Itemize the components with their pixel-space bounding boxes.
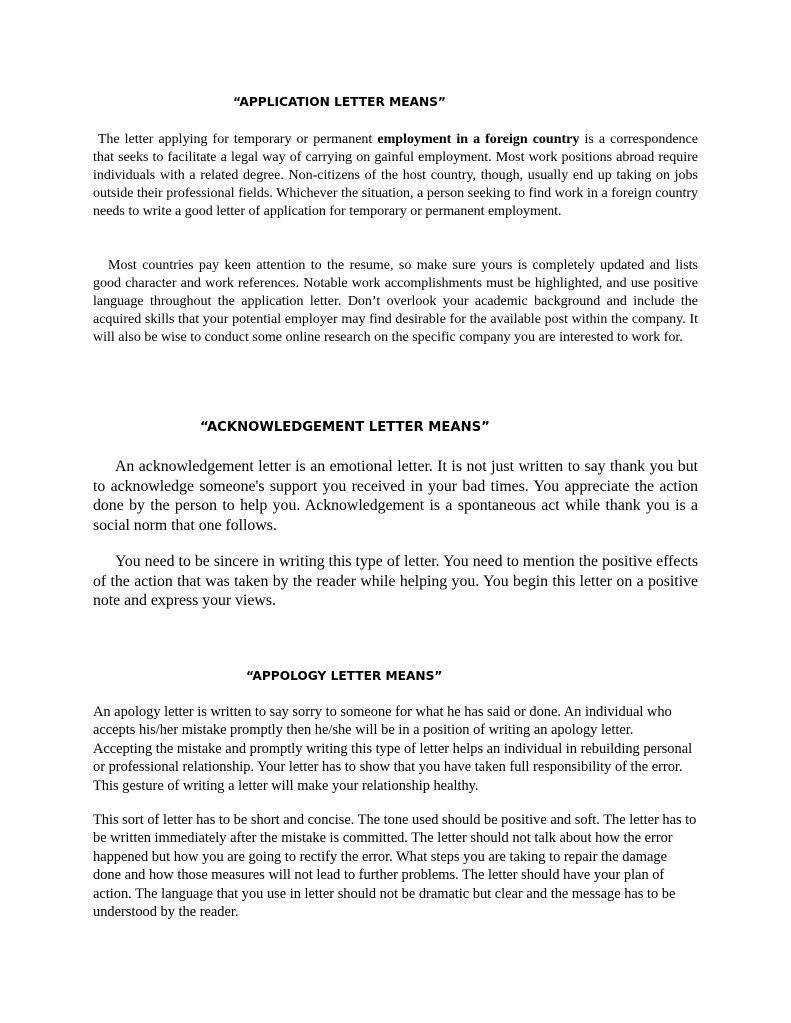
acknowledgement-letter-paragraph-2: You need to be sincere in writing this type of letter. You need to mention the positive effects of the action that was taken by the reader while helping you. You begin this letter on a positive note and express your views. bbox=[93, 553, 698, 609]
application-paragraph-1-rest: is a correspondence that seeks to facilitate a legal way of carrying on gainful employment. Most work positions abroad require individuals with a related degree. Non-citizens of the host country, though, usually end up taking on jobs outside their professional fields. Whichever the situation, a person seeking to find work in a foreign country needs to write a good letter of application for temporary or permanent employment. bbox=[93, 132, 698, 220]
acknowledgement-letter-paragraph-1: An acknowledgement letter is an emotional letter. It is not just written to say thank you but to acknowledge someone's support you received in your bad times. You appreciate the action done by the person to help you. Acknowledgement is a spontaneous act while thank you is a social norm that one follows. bbox=[93, 458, 698, 534]
apology-letter-paragraph-2: This sort of letter has to be short and concise. The tone used should be positive and soft. The letter has to be written immediately after the mistake is committed. The letter should not talk about how the error happened but how you are going to rectify the error. What steps you are taking to repair the damage done and how those measures will not lead to further problems. The letter should have your plan of action. The language that you use in letter should not be dramatic but clear and the message has to be understood by the reader. bbox=[93, 812, 697, 921]
application-paragraph-1-lead: The letter applying for temporary or permanent bbox=[93, 132, 378, 147]
application-paragraph-1-emphasis: employment in a foreign country bbox=[377, 132, 580, 147]
apology-letter-heading: “APPOLOGY LETTER MEANS” bbox=[246, 669, 443, 683]
apology-letter-paragraph-1: An apology letter is written to say sorry to someone for what he has said or done. An individual who accepts his/her mistake promptly then he/she will be in a position of writing an apology letter. Accepting the mistake and promptly writing this type of letter helps an individual in rebuilding personal or professional relationship. Your letter has to show that you have taken full responsibility of the error. This gesture of writing a letter will make your relationship healthy. bbox=[93, 704, 693, 794]
application-letter-paragraph-2: Most countries pay keen attention to the resume, so make sure yours is completely updated and lists good character and work references. Notable work accomplishments must be highlighted, and use positive language throughout the application letter. Don’t overlook your academic background and include the acquired skills that your potential employer may find desirable for the available post within the company. It will also be wise to conduct some online research on the specific company you are interested to work for. bbox=[93, 258, 698, 346]
acknowledgement-letter-heading: “ACKNOWLEDGEMENT LETTER MEANS” bbox=[200, 420, 490, 435]
application-letter-paragraph-1 bbox=[93, 131, 698, 221]
application-letter-heading: “APPLICATION LETTER MEANS” bbox=[233, 95, 446, 109]
